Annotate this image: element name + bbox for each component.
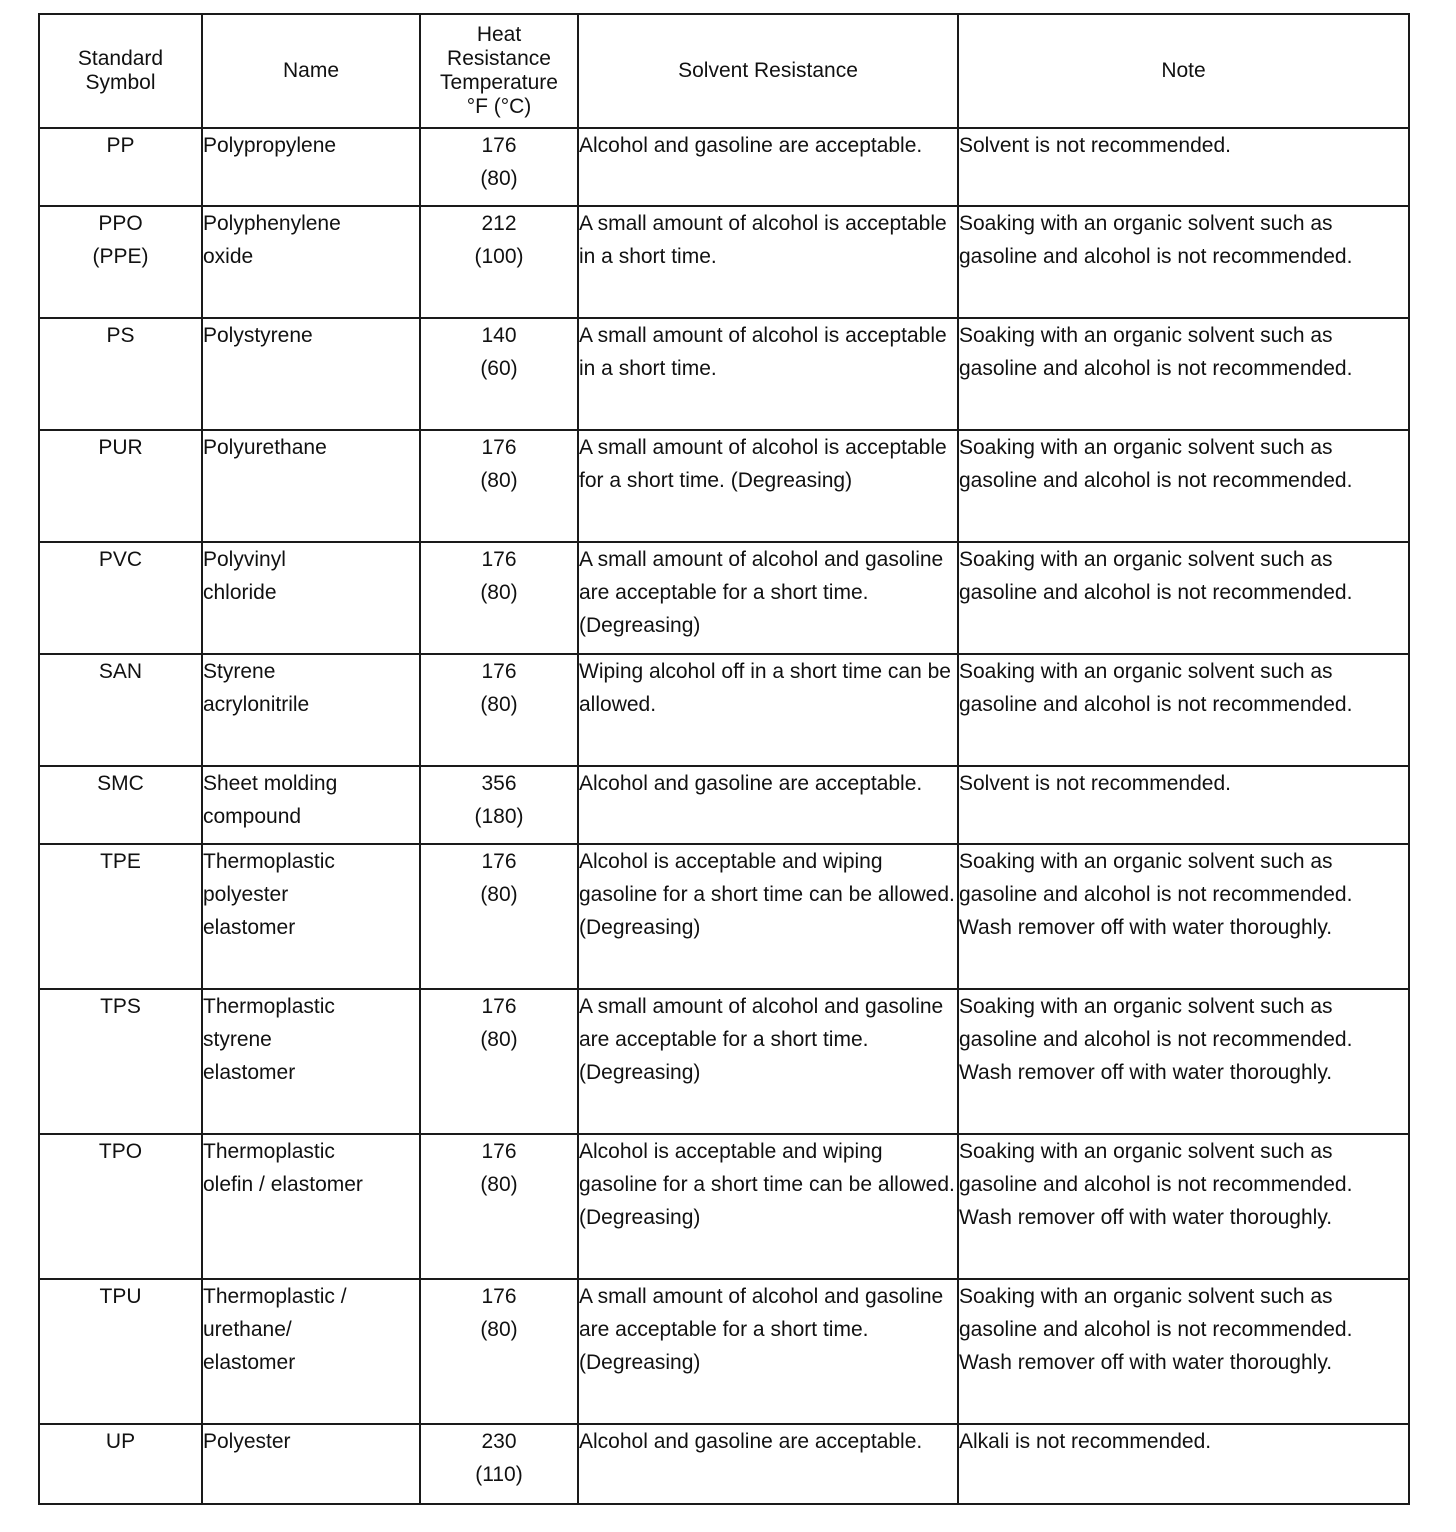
cell-standard-symbol xyxy=(39,318,202,430)
temp-celsius: (80) xyxy=(480,1173,518,1196)
symbol-line: SAN xyxy=(98,660,143,683)
header-heat-resistance: Heat Resistance Temperature °F (°C) xyxy=(420,14,578,128)
cell-name xyxy=(202,766,420,844)
symbol-line: TPS xyxy=(100,995,141,1018)
plastics-solvent-table xyxy=(38,13,1410,1505)
symbol-line: UP xyxy=(105,1430,136,1453)
name-line: olefin / elastomer xyxy=(203,1173,363,1196)
table-row xyxy=(39,844,1409,989)
name-line: Styrene xyxy=(203,660,276,683)
symbol-line: TPO xyxy=(98,1140,143,1163)
header-name: Name xyxy=(202,14,420,128)
cell-name xyxy=(202,1424,420,1504)
table-row xyxy=(39,1134,1409,1279)
cell-standard-symbol xyxy=(39,1424,202,1504)
name-line: Polyester xyxy=(203,1430,291,1453)
cell-name xyxy=(202,654,420,766)
table-body xyxy=(39,128,1409,1504)
temp-fahrenheit: 176 xyxy=(481,850,517,873)
cell-name xyxy=(202,989,420,1134)
cell-solvent-resistance: Alcohol is acceptable and wiping gasoline for a short time can be allowed. (Degreasing) xyxy=(578,844,958,989)
name-line: elastomer xyxy=(203,1351,296,1374)
cell-note: Soaking with an organic solvent such as gasoline and alcohol is not recommended. Wash remover off with water thoroughly. xyxy=(958,844,1409,989)
cell-heat-resistance xyxy=(420,206,578,318)
cell-name xyxy=(202,128,420,206)
symbol-line: PP xyxy=(106,134,135,157)
temp-celsius: (80) xyxy=(480,469,518,492)
cell-heat-resistance xyxy=(420,1424,578,1504)
cell-name xyxy=(202,430,420,542)
symbol-line: PS xyxy=(106,324,135,347)
cell-name xyxy=(202,1134,420,1279)
name-line: Thermoplastic xyxy=(203,995,335,1018)
name-line: Thermoplastic xyxy=(203,1140,335,1163)
cell-note: Soaking with an organic solvent such as gasoline and alcohol is not recommended. xyxy=(958,654,1409,766)
symbol-line: PUR xyxy=(98,436,143,459)
name-line: acrylonitrile xyxy=(203,693,310,716)
name-line: compound xyxy=(203,805,302,828)
cell-note: Solvent is not recommended. xyxy=(958,766,1409,844)
cell-note: Soaking with an organic solvent such as gasoline and alcohol is not recommended. xyxy=(958,206,1409,318)
temp-celsius: (80) xyxy=(480,1028,518,1051)
symbol-line: (PPE) xyxy=(92,245,149,268)
cell-heat-resistance xyxy=(420,1134,578,1279)
table-row xyxy=(39,766,1409,844)
name-line: oxide xyxy=(203,245,254,268)
name-line: Thermoplastic / xyxy=(203,1285,347,1308)
temp-celsius: (60) xyxy=(480,357,518,380)
cell-solvent-resistance: A small amount of alcohol is acceptable in a short time. xyxy=(578,206,958,318)
temp-fahrenheit: 176 xyxy=(481,1140,517,1163)
cell-standard-symbol xyxy=(39,989,202,1134)
cell-standard-symbol xyxy=(39,844,202,989)
cell-solvent-resistance: Alcohol and gasoline are acceptable. xyxy=(578,128,958,206)
temp-celsius: (180) xyxy=(474,805,524,828)
cell-note: Soaking with an organic solvent such as gasoline and alcohol is not recommended. xyxy=(958,318,1409,430)
cell-heat-resistance xyxy=(420,1279,578,1424)
cell-heat-resistance xyxy=(420,989,578,1134)
cell-solvent-resistance: Alcohol is acceptable and wiping gasoline for a short time can be allowed. (Degreasing) xyxy=(578,1134,958,1279)
symbol-line: PVC xyxy=(98,548,143,571)
temp-celsius: (110) xyxy=(475,1463,523,1486)
cell-heat-resistance xyxy=(420,654,578,766)
cell-note: Soaking with an organic solvent such as gasoline and alcohol is not recommended. Wash remover off with water thoroughly. xyxy=(958,989,1409,1134)
name-line: urethane/ xyxy=(203,1318,292,1341)
temp-fahrenheit: 212 xyxy=(481,212,517,235)
symbol-line: SMC xyxy=(97,772,144,795)
name-line: Thermoplastic xyxy=(203,850,335,873)
header-solvent-resistance: Solvent Resistance xyxy=(578,14,958,128)
table-row xyxy=(39,128,1409,206)
temp-fahrenheit: 176 xyxy=(481,660,517,683)
cell-note: Solvent is not recommended. xyxy=(958,128,1409,206)
temp-fahrenheit: 356 xyxy=(481,772,517,795)
cell-solvent-resistance: A small amount of alcohol is acceptable in a short time. xyxy=(578,318,958,430)
header-row xyxy=(39,14,1409,128)
cell-note: Soaking with an organic solvent such as gasoline and alcohol is not recommended. Wash remover off with water thoroughly. xyxy=(958,1134,1409,1279)
temp-celsius: (100) xyxy=(474,245,524,268)
cell-note: Soaking with an organic solvent such as gasoline and alcohol is not recommended. xyxy=(958,430,1409,542)
table-row xyxy=(39,318,1409,430)
name-line: elastomer xyxy=(203,1061,296,1084)
header-standard-symbol: Standard Symbol xyxy=(39,14,202,128)
header-note: Note xyxy=(958,14,1409,128)
temp-celsius: (80) xyxy=(480,1318,518,1341)
name-line: styrene xyxy=(203,1028,272,1051)
table-row xyxy=(39,654,1409,766)
cell-standard-symbol xyxy=(39,654,202,766)
plastics-table-sheet xyxy=(38,13,1408,1505)
temp-celsius: (80) xyxy=(480,883,518,906)
cell-solvent-resistance: A small amount of alcohol is acceptable for a short time. (Degreasing) xyxy=(578,430,958,542)
table-row xyxy=(39,430,1409,542)
temp-fahrenheit: 176 xyxy=(481,134,517,157)
cell-solvent-resistance: Alcohol and gasoline are acceptable. xyxy=(578,766,958,844)
cell-name xyxy=(202,542,420,654)
symbol-line: PPO xyxy=(98,212,143,235)
cell-standard-symbol xyxy=(39,1134,202,1279)
cell-note: Soaking with an organic solvent such as gasoline and alcohol is not recommended. xyxy=(958,542,1409,654)
cell-note: Alkali is not recommended. xyxy=(958,1424,1409,1504)
cell-standard-symbol xyxy=(39,206,202,318)
cell-heat-resistance xyxy=(420,318,578,430)
table-row xyxy=(39,542,1409,654)
cell-standard-symbol xyxy=(39,542,202,654)
cell-solvent-resistance: Alcohol and gasoline are acceptable. xyxy=(578,1424,958,1504)
cell-standard-symbol xyxy=(39,128,202,206)
temp-fahrenheit: 176 xyxy=(481,1285,517,1308)
cell-standard-symbol xyxy=(39,430,202,542)
name-line: chloride xyxy=(203,581,277,604)
name-line: Polypropylene xyxy=(203,134,337,157)
cell-name xyxy=(202,844,420,989)
name-line: Polyurethane xyxy=(203,436,327,459)
cell-note: Soaking with an organic solvent such as gasoline and alcohol is not recommended. Wash remover off with water thoroughly. xyxy=(958,1279,1409,1424)
temp-fahrenheit: 176 xyxy=(481,436,517,459)
name-line: polyester xyxy=(203,883,289,906)
cell-heat-resistance xyxy=(420,542,578,654)
name-line: Polyphenylene xyxy=(203,212,341,235)
table-row xyxy=(39,1279,1409,1424)
cell-name xyxy=(202,1279,420,1424)
temp-fahrenheit: 176 xyxy=(481,995,517,1018)
name-line: Polystyrene xyxy=(203,324,313,347)
temp-celsius: (80) xyxy=(480,693,518,716)
cell-heat-resistance xyxy=(420,128,578,206)
temp-fahrenheit: 230 xyxy=(481,1430,517,1453)
cell-solvent-resistance: A small amount of alcohol and gasoline are acceptable for a short time. (Degreasing) xyxy=(578,989,958,1134)
cell-heat-resistance xyxy=(420,844,578,989)
cell-solvent-resistance: A small amount of alcohol and gasoline are acceptable for a short time. (Degreasing) xyxy=(578,1279,958,1424)
symbol-line: TPU xyxy=(99,1285,142,1308)
table-row xyxy=(39,1424,1409,1504)
cell-solvent-resistance: Wiping alcohol off in a short time can be allowed. xyxy=(578,654,958,766)
name-line: Polyvinyl xyxy=(203,548,286,571)
temp-fahrenheit: 140 xyxy=(481,324,517,347)
cell-heat-resistance xyxy=(420,766,578,844)
cell-standard-symbol xyxy=(39,766,202,844)
name-line: Sheet molding xyxy=(203,772,338,795)
temp-celsius: (80) xyxy=(480,167,518,190)
cell-name xyxy=(202,206,420,318)
temp-celsius: (80) xyxy=(480,581,518,604)
symbol-line: TPE xyxy=(100,850,141,873)
cell-name xyxy=(202,318,420,430)
cell-solvent-resistance: A small amount of alcohol and gasoline are acceptable for a short time. (Degreasing) xyxy=(578,542,958,654)
table-row xyxy=(39,206,1409,318)
temp-fahrenheit: 176 xyxy=(481,548,517,571)
table-row xyxy=(39,989,1409,1134)
name-line: elastomer xyxy=(203,916,296,939)
cell-heat-resistance xyxy=(420,430,578,542)
cell-standard-symbol xyxy=(39,1279,202,1424)
